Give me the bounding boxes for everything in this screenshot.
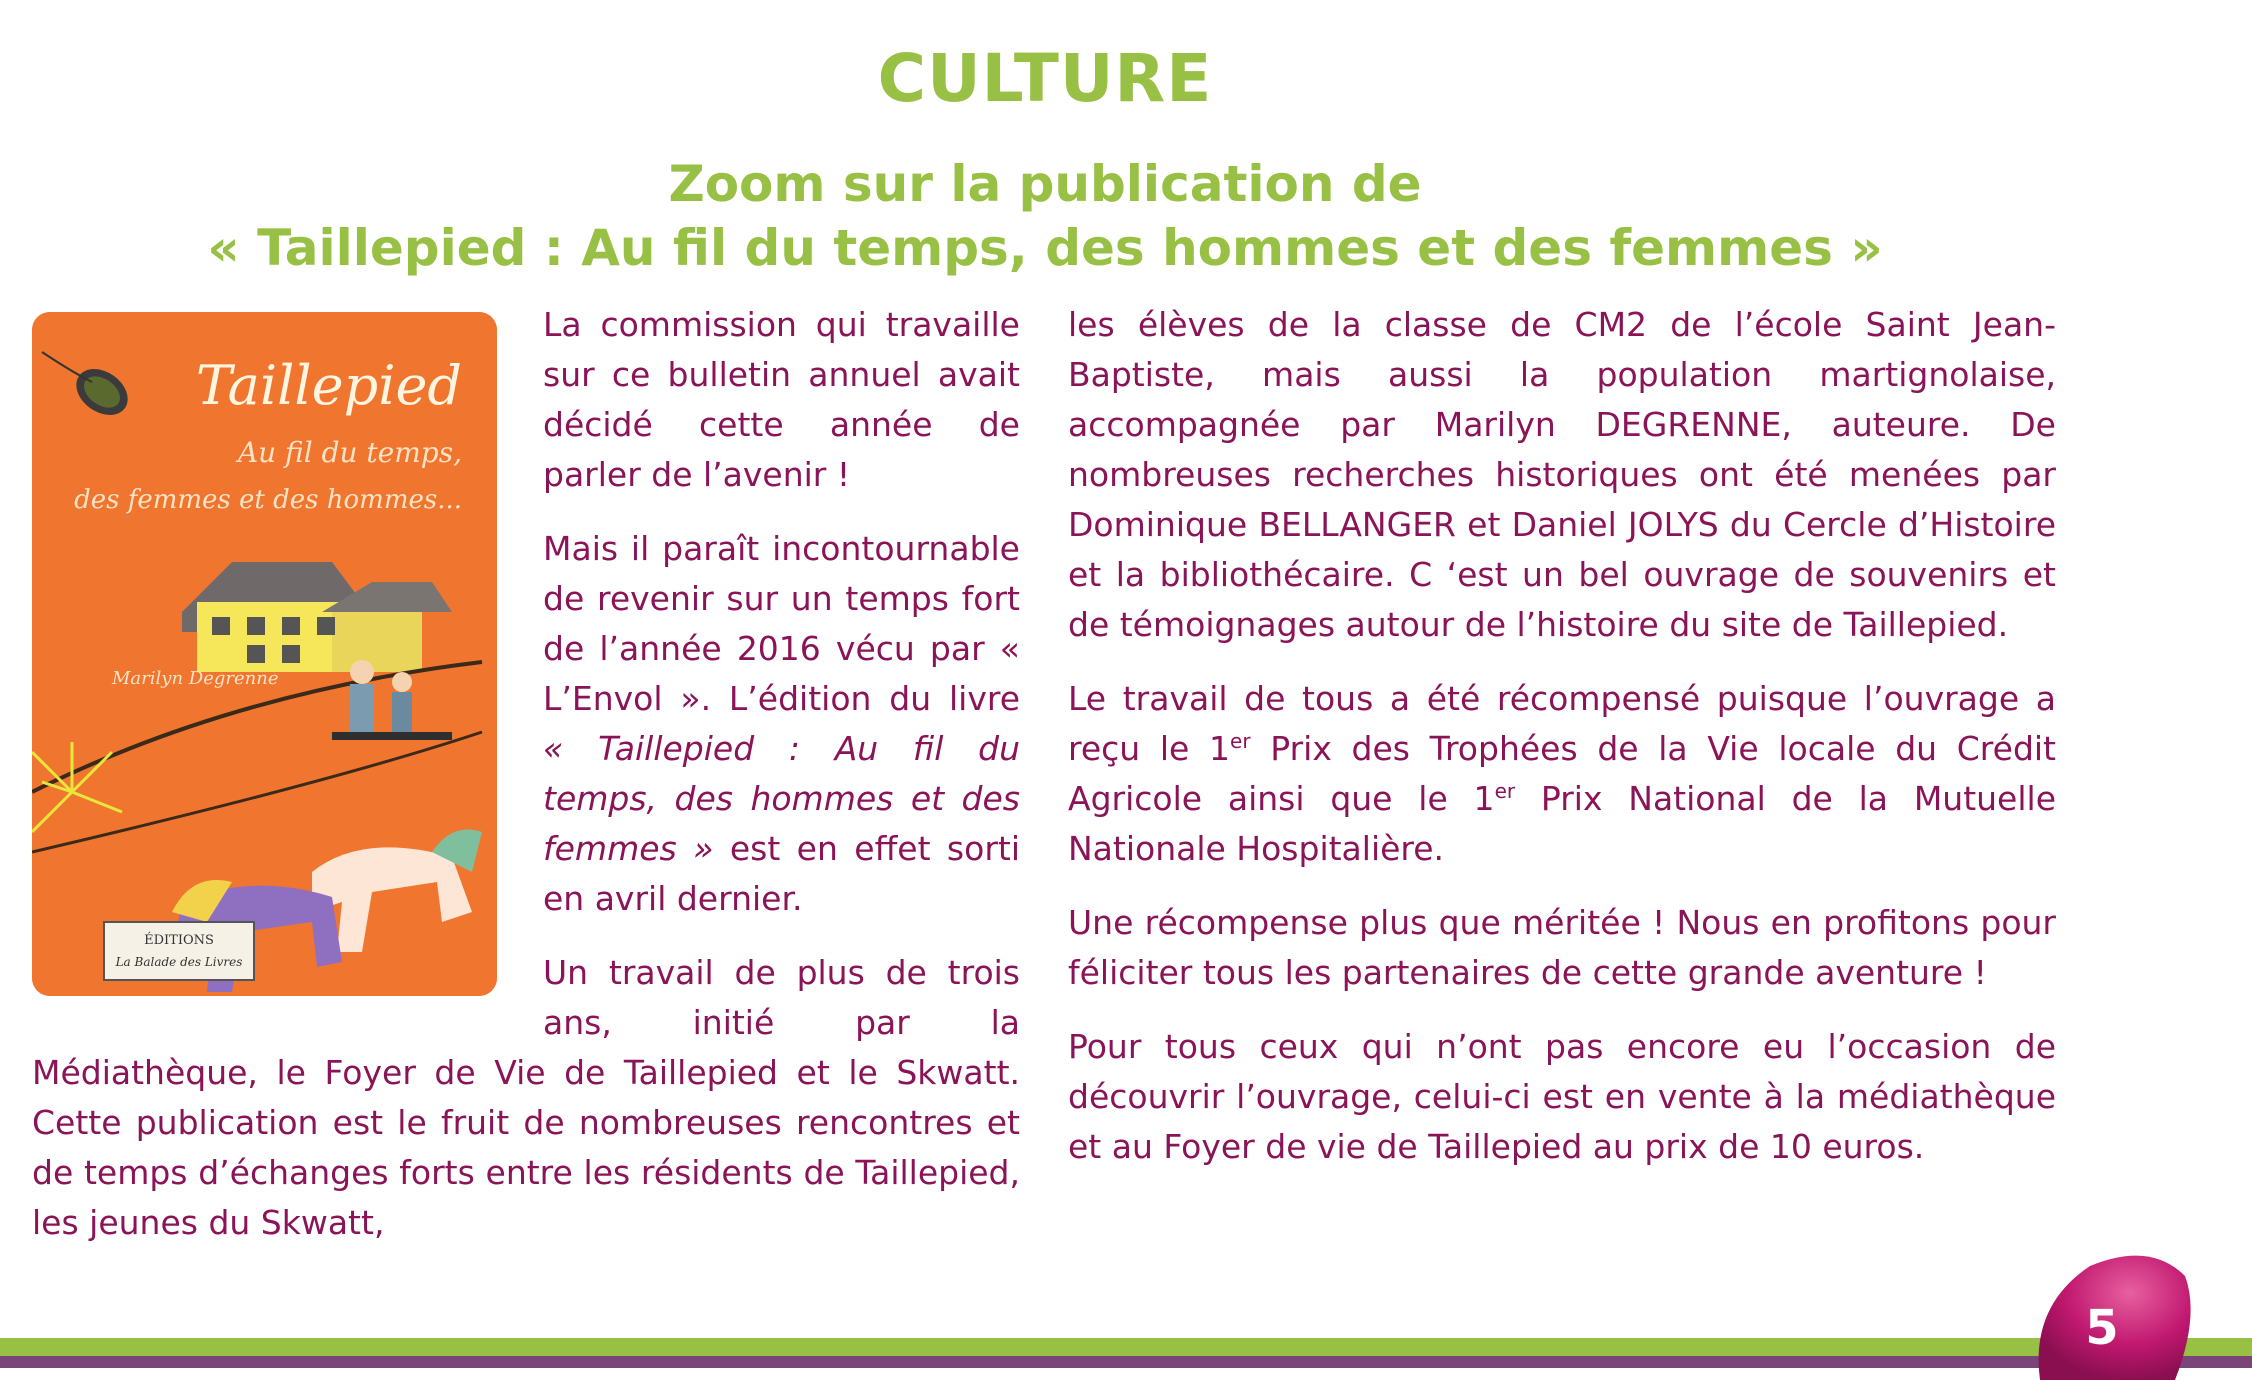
cover-subtitle-1: Au fil du temps, (237, 436, 462, 469)
cover-author: Marilyn Degrenne (112, 668, 279, 689)
paragraph-5: Une récompense plus que méritée ! Nous en profitons pour féliciter tous les partenaires de cette grande aventure ! (1068, 903, 2056, 992)
paragraph-3-start: Un travail de plus de trois ans, initié par la Médiathèque, le Foyer de Vie de Taillepied et le Skwatt. Cette publication est le fruit de nombreuses rencontres et de temps d’échanges forts entre les résidents de Taillepied, les jeunes du Skwatt, (32, 953, 1020, 1242)
article-column-right (1068, 300, 2056, 1196)
cover-publisher-1: ÉDITIONS (144, 933, 214, 948)
footer-bar (0, 1338, 2252, 1356)
book-cover-image (32, 312, 497, 996)
cover-title: Taillepied (195, 354, 462, 417)
cover-subtitle-2: des femmes et des hommes... (74, 485, 462, 515)
paragraph-4: Le travail de tous a été récompensé puisque l’ouvrage a reçu le 1er Prix des Trophées de la Vie locale du Crédit Agricole ainsi que le 1er Prix National de la Mutuelle Nationale Hospitalière. (1068, 679, 2057, 868)
cover-publisher-2: La Balade des Livres (115, 955, 243, 969)
paragraph-3-continued: les élèves de la classe de CM2 de l’école Saint Jean-Baptiste, mais aussi la population martignolaise, accompagnée par Marilyn DEGRENNE, auteure. De nombreuses recherches historiques ont été menées par Dominique BELLANGER et Daniel JOLYS du Cercle d’Histoire et la bibliothécaire. C ‘est un bel ouvrage de souvenirs et de témoignages autour de l’histoire du site de Taillepied. (1068, 305, 2056, 644)
book-title-italic: « Taillepied : Au fil du temps, des hommes et des femmes » (543, 729, 1020, 868)
paragraph-6: Pour tous ceux qui n’ont pas encore eu l’occasion de découvrir l’ouvrage, celui-ci est en vente à la médiathèque et au Foyer de vie de Taillepied au prix de 10 euros. (1068, 1027, 2056, 1166)
page-number: 5 (2085, 1300, 2119, 1356)
paragraph-1: La commission qui travaille sur ce bulletin annuel avait décidé cette année de parler de l’avenir ! (543, 305, 1020, 494)
subtitle-line-1: Zoom sur la publication de (668, 155, 1422, 213)
article-column-left (32, 300, 1020, 1272)
section-title: CULTURE (877, 40, 1213, 117)
subtitle-line-2: « Taillepied : Au fil du temps, des hommes et des femmes » (207, 219, 1883, 277)
article-subtitle (0, 152, 2090, 280)
footer-bar-bottom (0, 1356, 2252, 1368)
paragraph-2: Mais il paraît incontournable de revenir sur un temps fort de l’année 2016 vécu par « L’Envol ». L’édition du livre « Taillepied : Au fil du temps, des hommes et des femmes » est en effet sorti en avril dernier. (543, 529, 1020, 918)
